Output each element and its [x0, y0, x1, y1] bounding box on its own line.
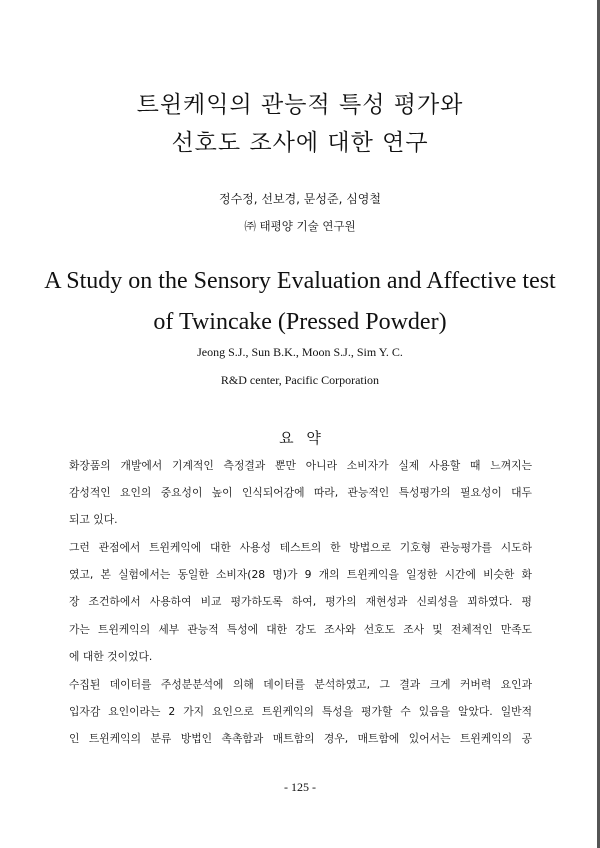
abstract-line: 입자감 요인이라는 2 가지 요인으로 트윈케익의 특성을 평가할 수 있음을 알았다. 일반적	[69, 705, 532, 718]
english-affiliation: R&D center, Pacific Corporation	[220, 373, 380, 387]
abstract-heading: 요 약	[279, 429, 321, 447]
korean-title-line-1: 트윈케익의 관능적 특성 평가와	[136, 92, 464, 118]
abstract-line: 그런 관점에서 트윈케익에 대한 사용성 테스트의 한 방법으로 기호형 관능평가를 시도하	[69, 541, 532, 554]
abstract-line: 화장품의 개발에서 기계적인 측정결과 뿐만 아니라 소비자가 실제 사용할 때 느껴지는	[69, 459, 532, 472]
korean-authors: 정수정, 선보경, 문성준, 심영철	[219, 192, 381, 206]
abstract-line: 가는 트윈케익의 세부 관능적 특성에 대한 강도 조사와 선호도 조사 및 전체적인 만족도	[69, 623, 532, 636]
korean-affiliation: ㈜ 태평양 기술 연구원	[244, 219, 356, 233]
abstract-line: 였고, 본 실험에서는 동일한 소비자(28 명)가 9 개의 트윈케익을 일정한 시간에 비슷한 화	[69, 568, 532, 581]
english-title-line-2: of Twincake (Pressed Powder)	[153, 309, 447, 335]
abstract-line: 수집된 데이터를 주성분분석에 의해 데이터를 분석하였고, 그 결과 크게 커버력 요인과	[69, 678, 532, 691]
korean-title-line-2: 선호도 조사에 대한 연구	[171, 130, 429, 156]
english-title-line-1: A Study on the Sensory Evaluation and Affective test	[44, 268, 556, 294]
abstract-line: 장 조건하에서 사용하여 비교 평가하도록 하여, 평가의 재현성과 신뢰성을 꾀하였다. 평	[69, 595, 532, 608]
abstract-line: 에 대한 것이었다.	[69, 650, 153, 663]
page-number: - 125 -	[284, 780, 316, 794]
abstract-line: 감성적인 요인의 중요성이 높이 인식되어감에 따라, 관능적인 특성평가의 필요성이 대두	[69, 486, 532, 499]
abstract-line: 되고 있다.	[69, 513, 118, 526]
abstract-line: 인 트윈케익의 분류 방법인 촉촉함과 매트함의 경우, 매트함에 있어서는 트윈케익의 공	[69, 732, 532, 745]
english-authors: Jeong S.J., Sun B.K., Moon S.J., Sim Y. C.	[197, 345, 403, 359]
